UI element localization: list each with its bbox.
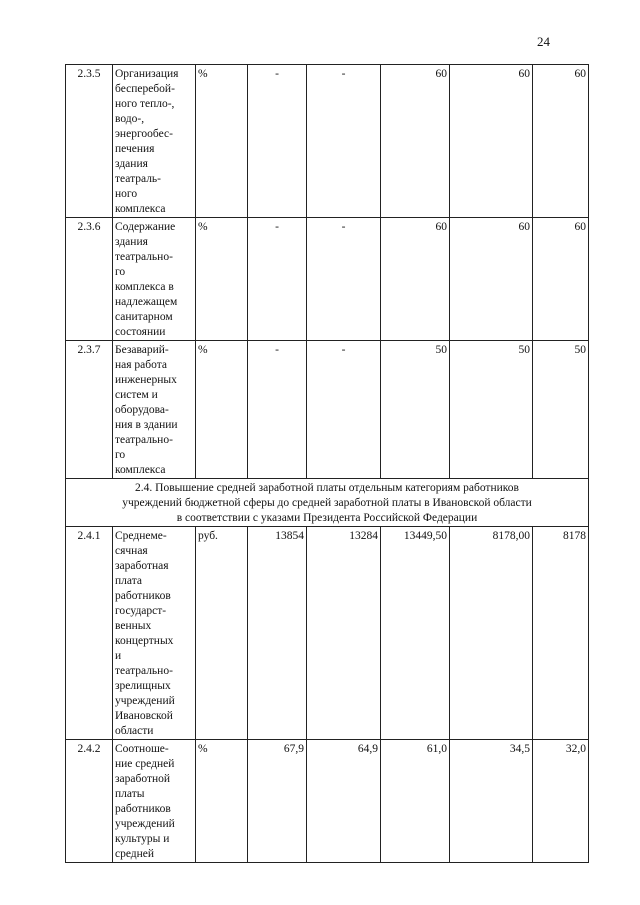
desc-line: области bbox=[115, 725, 154, 737]
desc-line: средней bbox=[115, 848, 155, 860]
table-row bbox=[66, 65, 589, 218]
desc-line: концертных bbox=[115, 635, 174, 647]
row-description bbox=[113, 527, 196, 740]
desc-line: Безаварий- bbox=[115, 344, 169, 356]
row-value-1: - bbox=[248, 341, 307, 479]
row-description bbox=[113, 341, 196, 479]
section-heading-line: 2.4. Повышение средней заработной платы отдельным категориям работников bbox=[135, 482, 519, 494]
desc-line: комплекса в bbox=[115, 281, 174, 293]
desc-line: Соотноше- bbox=[115, 743, 169, 755]
desc-line: комплекса bbox=[115, 464, 166, 476]
desc-line: учреждений bbox=[115, 695, 175, 707]
desc-line: комплекса bbox=[115, 203, 166, 215]
desc-line: систем и bbox=[115, 389, 158, 401]
desc-line: и bbox=[115, 650, 122, 662]
row-value-5: 60 bbox=[533, 218, 589, 341]
desc-line: заработная bbox=[115, 560, 169, 572]
desc-line: театрально- bbox=[115, 665, 173, 677]
desc-line: санитарном bbox=[115, 311, 173, 323]
page-number: 24 bbox=[537, 34, 550, 49]
row-value-5: 32,0 bbox=[533, 740, 589, 863]
desc-line: заработной bbox=[115, 773, 171, 785]
row-value-2: - bbox=[307, 65, 381, 218]
row-description bbox=[113, 65, 196, 218]
desc-line: работников bbox=[115, 590, 171, 602]
row-value-1: 67,9 bbox=[248, 740, 307, 863]
row-value-2: 64,9 bbox=[307, 740, 381, 863]
row-value-4: 50 bbox=[450, 341, 533, 479]
desc-line: сячная bbox=[115, 545, 148, 557]
desc-line: инженерных bbox=[115, 374, 177, 386]
row-value-4: 34,5 bbox=[450, 740, 533, 863]
row-description bbox=[113, 740, 196, 863]
row-value-4: 8178,00 bbox=[450, 527, 533, 740]
row-code: 2.3.5 bbox=[66, 65, 113, 218]
row-value-2: - bbox=[307, 218, 381, 341]
row-code: 2.3.6 bbox=[66, 218, 113, 341]
row-value-3: 61,0 bbox=[381, 740, 450, 863]
table-row bbox=[66, 740, 589, 863]
row-value-3: 50 bbox=[381, 341, 450, 479]
row-value-5: 50 bbox=[533, 341, 589, 479]
desc-line: театрально- bbox=[115, 251, 173, 263]
row-value-5: 8178 bbox=[533, 527, 589, 740]
row-value-1: - bbox=[248, 65, 307, 218]
desc-line: го bbox=[115, 449, 126, 461]
desc-line: состоянии bbox=[115, 326, 166, 338]
desc-line: театраль- bbox=[115, 173, 162, 185]
row-value-2: - bbox=[307, 341, 381, 479]
desc-line: платы bbox=[115, 788, 145, 800]
row-code: 2.3.7 bbox=[66, 341, 113, 479]
row-unit: % bbox=[196, 65, 248, 218]
row-unit: % bbox=[196, 740, 248, 863]
table-row bbox=[66, 341, 589, 479]
row-value-2: 13284 bbox=[307, 527, 381, 740]
table-row bbox=[66, 218, 589, 341]
desc-line: ная работа bbox=[115, 359, 167, 371]
desc-line: государст- bbox=[115, 605, 167, 617]
section-heading-row bbox=[66, 479, 589, 527]
desc-line: ние средней bbox=[115, 758, 175, 770]
desc-line: ного bbox=[115, 188, 138, 200]
desc-line: Организация bbox=[115, 68, 179, 80]
desc-line: венных bbox=[115, 620, 152, 632]
row-unit: руб. bbox=[196, 527, 248, 740]
row-value-4: 60 bbox=[450, 218, 533, 341]
desc-line: энергообес- bbox=[115, 128, 173, 140]
section-heading-line: учреждений бюджетной сферы до средней заработной платы в Ивановской области bbox=[122, 497, 532, 509]
row-code: 2.4.2 bbox=[66, 740, 113, 863]
desc-line: надлежащем bbox=[115, 296, 178, 308]
desc-line: театрально- bbox=[115, 434, 173, 446]
desc-line: учреждений bbox=[115, 818, 175, 830]
row-value-1: 13854 bbox=[248, 527, 307, 740]
desc-line: Ивановской bbox=[115, 710, 173, 722]
desc-line: водо-, bbox=[115, 113, 145, 125]
desc-line: го bbox=[115, 266, 126, 278]
desc-line: Содержание bbox=[115, 221, 176, 233]
section-heading bbox=[66, 479, 589, 527]
desc-line: бесперебой- bbox=[115, 83, 175, 95]
desc-line: Среднеме- bbox=[115, 530, 167, 542]
row-unit: % bbox=[196, 341, 248, 479]
desc-line: ния в здании bbox=[115, 419, 178, 431]
desc-line: работников bbox=[115, 803, 171, 815]
row-code: 2.4.1 bbox=[66, 527, 113, 740]
indicators-table bbox=[65, 64, 589, 863]
row-value-4: 60 bbox=[450, 65, 533, 218]
row-description bbox=[113, 218, 196, 341]
desc-line: здания bbox=[115, 236, 148, 248]
table-row bbox=[66, 527, 589, 740]
section-heading-line: в соответствии с указами Президента Российской Федерации bbox=[176, 512, 478, 524]
row-value-3: 60 bbox=[381, 65, 450, 218]
desc-line: плата bbox=[115, 575, 142, 587]
desc-line: зрелищных bbox=[115, 680, 171, 692]
desc-line: ного тепло-, bbox=[115, 98, 175, 110]
desc-line: культуры и bbox=[115, 833, 170, 845]
row-unit: % bbox=[196, 218, 248, 341]
desc-line: оборудова- bbox=[115, 404, 169, 416]
row-value-1: - bbox=[248, 218, 307, 341]
row-value-3: 60 bbox=[381, 218, 450, 341]
desc-line: здания bbox=[115, 158, 148, 170]
row-value-3: 13449,50 bbox=[381, 527, 450, 740]
desc-line: печения bbox=[115, 143, 155, 155]
row-value-5: 60 bbox=[533, 65, 589, 218]
